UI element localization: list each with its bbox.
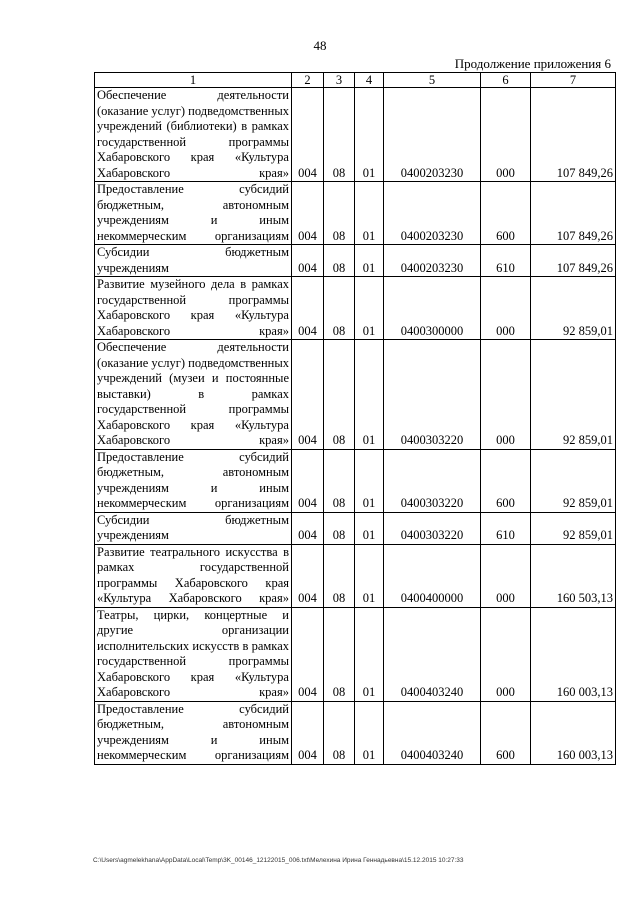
row-name: Предоставление субсидий бюджетным, автономным учреждениям и иным некоммерческим организациям	[95, 182, 292, 245]
row-vr: 000	[481, 340, 531, 450]
row-pr: 01	[355, 245, 384, 277]
row-pr: 01	[355, 88, 384, 182]
row-pr: 01	[355, 449, 384, 512]
row-sum: 107 849,26	[531, 88, 616, 182]
row-name: Обеспечение деятельности (оказание услуг) подведомственных учреждений (музеи и постоянные выставки) в рамках государственной программы Хабаровского края «Культура Хабаровского края»	[95, 340, 292, 450]
table-row	[95, 449, 616, 512]
header-cell: 1	[95, 73, 292, 88]
header-cell: 7	[531, 73, 616, 88]
row-ved: 004	[292, 449, 324, 512]
row-vr: 600	[481, 182, 531, 245]
row-csr: 0400203230	[384, 245, 481, 277]
table-row	[95, 182, 616, 245]
row-csr: 0400400000	[384, 544, 481, 607]
header-cell: 3	[324, 73, 355, 88]
row-ved: 004	[292, 544, 324, 607]
table-row	[95, 607, 616, 701]
row-rz: 08	[324, 245, 355, 277]
continuation-title: Продолжение приложения 6	[454, 56, 611, 71]
row-sum: 92 859,01	[531, 449, 616, 512]
row-pr: 01	[355, 512, 384, 544]
table-row	[95, 512, 616, 544]
row-sum: 107 849,26	[531, 182, 616, 245]
row-rz: 08	[324, 512, 355, 544]
row-sum: 160 503,13	[531, 544, 616, 607]
row-name: Предоставление субсидий бюджетным, автономным учреждениям и иным некоммерческим организациям	[95, 701, 292, 764]
row-name: Развитие музейного дела в рамках государственной программы Хабаровского края «Культура Хабаровского края»	[95, 277, 292, 340]
row-rz: 08	[324, 544, 355, 607]
header-cell: 5	[384, 73, 481, 88]
header-cell: 6	[481, 73, 531, 88]
row-pr: 01	[355, 607, 384, 701]
row-ved: 004	[292, 245, 324, 277]
row-sum: 160 003,13	[531, 701, 616, 764]
row-ved: 004	[292, 277, 324, 340]
row-csr: 0400203230	[384, 182, 481, 245]
row-pr: 01	[355, 277, 384, 340]
row-ved: 004	[292, 701, 324, 764]
row-vr: 610	[481, 245, 531, 277]
row-rz: 08	[324, 182, 355, 245]
row-csr: 0400303220	[384, 449, 481, 512]
row-rz: 08	[324, 88, 355, 182]
row-name: Предоставление субсидий бюджетным, автономным учреждениям и иным некоммерческим организациям	[95, 449, 292, 512]
row-ved: 004	[292, 512, 324, 544]
table-row	[95, 340, 616, 450]
footer-file-path: C:\Users\agmelekhana\AppData\Local\Temp\3K_00146_12122015_006.txt\Мелехина Ирина Геннадьевна\15.12.2015 10:27:33	[93, 857, 464, 864]
row-sum: 107 849,26	[531, 245, 616, 277]
row-sum: 160 003,13	[531, 607, 616, 701]
row-vr: 610	[481, 512, 531, 544]
row-vr: 000	[481, 277, 531, 340]
page-number: 48	[313, 38, 327, 53]
row-name: Субсидии бюджетным учреждениям	[95, 245, 292, 277]
row-vr: 600	[481, 449, 531, 512]
row-name: Субсидии бюджетным учреждениям	[95, 512, 292, 544]
row-pr: 01	[355, 701, 384, 764]
row-csr: 0400403240	[384, 701, 481, 764]
row-csr: 0400203230	[384, 88, 481, 182]
header-row	[95, 73, 616, 88]
table-row	[95, 544, 616, 607]
row-rz: 08	[324, 701, 355, 764]
row-csr: 0400300000	[384, 277, 481, 340]
table-row	[95, 701, 616, 764]
table-row	[95, 277, 616, 340]
row-rz: 08	[324, 340, 355, 450]
budget-table	[94, 72, 616, 765]
row-pr: 01	[355, 544, 384, 607]
row-vr: 000	[481, 544, 531, 607]
row-csr: 0400403240	[384, 607, 481, 701]
row-ved: 004	[292, 88, 324, 182]
row-vr: 000	[481, 88, 531, 182]
row-name: Обеспечение деятельности (оказание услуг) подведомственных учреждений (библиотеки) в рамках государственной программы Хабаровского края «Культура Хабаровского края»	[95, 88, 292, 182]
table-row	[95, 88, 616, 182]
row-vr: 600	[481, 701, 531, 764]
row-sum: 92 859,01	[531, 277, 616, 340]
row-pr: 01	[355, 182, 384, 245]
row-ved: 004	[292, 340, 324, 450]
row-ved: 004	[292, 182, 324, 245]
row-rz: 08	[324, 607, 355, 701]
table-row	[95, 245, 616, 277]
header-cell: 2	[292, 73, 324, 88]
row-name: Театры, цирки, концертные и другие организации исполнительских искусств в рамках государственной программы Хабаровского края «Культура Хабаровского края»	[95, 607, 292, 701]
row-csr: 0400303220	[384, 340, 481, 450]
row-vr: 000	[481, 607, 531, 701]
row-rz: 08	[324, 449, 355, 512]
row-ved: 004	[292, 607, 324, 701]
row-rz: 08	[324, 277, 355, 340]
row-sum: 92 859,01	[531, 512, 616, 544]
header-cell: 4	[355, 73, 384, 88]
row-sum: 92 859,01	[531, 340, 616, 450]
row-pr: 01	[355, 340, 384, 450]
row-csr: 0400303220	[384, 512, 481, 544]
row-name: Развитие театрального искусства в рамках государственной программы Хабаровского края «Культура Хабаровского края»	[95, 544, 292, 607]
